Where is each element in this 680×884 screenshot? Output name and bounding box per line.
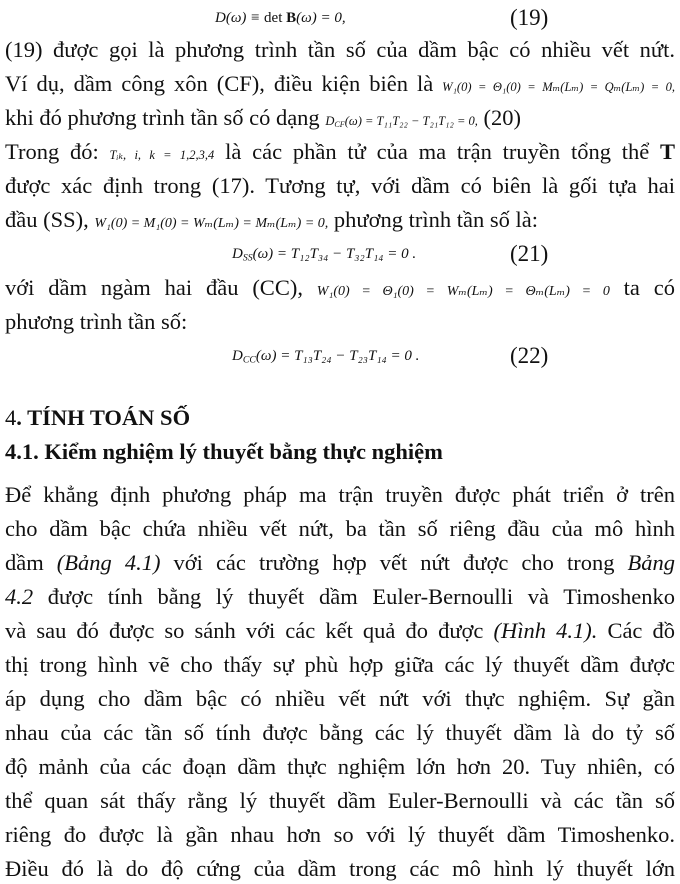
eq-d: D: [232, 348, 243, 364]
eq-rhs: (ω) = 0,: [296, 10, 346, 26]
text-line: được xác định trong (17). Tương tự, với dầm có biên là gối tựa hai: [5, 173, 675, 198]
text: Các đồ: [607, 618, 676, 643]
eq-tik: Tᵢₖ, i, k = 1,2,3,4: [109, 148, 215, 162]
equation-22: [232, 341, 419, 375]
equation-number-20: (20): [483, 105, 521, 130]
text-line: [5, 205, 675, 239]
text-line: Điều đó là do độ cứng của dầm trong các mô hình lý thuyết lớn: [5, 856, 675, 881]
eq-rest: (ω) = T₁₃T₂₄ − T₂₃T₁₄ = 0 .: [255, 348, 420, 364]
text-line: thị trong hình vẽ cho thấy sự phù hợp giữa các lý thuyết dầm được: [5, 652, 675, 677]
text: với các trường hợp vết nứt được cho trong: [173, 550, 615, 575]
table-ref: 4.2: [5, 584, 34, 609]
text: được tính bằng lý thuyết dầm Euler-Bernoulli và Timoshenko: [47, 584, 675, 609]
section-title: . TÍNH TOÁN SỐ: [16, 405, 191, 430]
eq-sub: CF: [334, 120, 345, 130]
text-line: riêng đo được là gần nhau hơn so với lý thuyết dầm Timoshenko.: [5, 822, 675, 847]
text-line: (19) được gọi là phương trình tần số của dầm bậc có nhiều vết nứt.: [5, 37, 675, 62]
text-line: Để khẳng định phương pháp ma trận truyền được phát triển ở trên: [5, 482, 675, 507]
text: và sau đó được so sánh với các kết quả đo được: [5, 618, 484, 643]
matrix-t: T: [660, 139, 676, 164]
table-ref: Bảng: [627, 550, 675, 575]
text: Trong đó:: [5, 139, 99, 164]
eq-d: D: [325, 114, 335, 128]
text-line: [5, 582, 675, 612]
text-line: độ mảnh của các đoạn dầm thực nghiệm lớn hơn 20. Tuy nhiên, có: [5, 754, 675, 779]
text: dầm: [5, 550, 44, 575]
text: là các phần tử của ma trận truyền tổng thể: [225, 139, 650, 164]
boundary-condition-cf: W₁(0) = Θ₁(0) = Mₘ(Lₘ) = Qₘ(Lₘ) = 0,: [442, 80, 676, 94]
equation-21: [232, 239, 416, 273]
text: với dầm ngàm hai đầu (CC),: [5, 275, 303, 300]
table-ref: (Bảng 4.1): [56, 550, 161, 575]
text-line: áp dụng cho dầm bậc có nhiều vết nứt với thực nghiệm. Sự gần: [5, 686, 675, 711]
equation-number-21: (21): [510, 241, 549, 266]
text: đầu (SS),: [5, 207, 89, 232]
eq-sub: CC: [242, 354, 256, 366]
eq-lhs: D(ω) ≡: [215, 10, 265, 26]
text-line: thể quan sát thấy rằng lý thuyết dầm Euler-Bernoulli và các tần số: [5, 788, 675, 813]
text-line: cho dầm bậc chứa nhiều vết nứt, ba tần số riêng đầu của mô hình: [5, 516, 675, 541]
text: khi đó phương trình tần số có dạng: [5, 105, 320, 130]
section-number: 4: [5, 405, 17, 430]
text-line: [5, 548, 675, 578]
equation-number-19: (19): [510, 5, 549, 30]
boundary-condition-cc: W₁(0) = Θ₁(0) = Wₘ(Lₘ) = Θₘ(Lₘ) = 0: [316, 284, 610, 299]
section-heading: [5, 403, 190, 433]
text-line: [5, 273, 675, 307]
figure-ref: (Hình 4.1).: [493, 618, 598, 643]
equation-20: (ω) = T₁₁T₂₂ − T₂₁T₁₂ = 0,: [344, 114, 478, 128]
text: Ví dụ, dầm công xôn (CF), điều kiện biên là: [5, 71, 434, 96]
eq-rest: (ω) = T₁₂T₃₄ − T₃₂T₁₄ = 0 .: [252, 246, 417, 262]
text-line: [5, 137, 675, 170]
eq-sub: SS: [242, 252, 253, 264]
equation-19: [215, 3, 346, 33]
boundary-condition-ss: W₁(0) = M₁(0) = Wₘ(Lₘ) = Mₘ(Lₘ) = 0,: [94, 216, 329, 231]
eq-matrix-b: B: [286, 10, 297, 26]
eq-d: D: [232, 246, 243, 262]
text-line: [5, 69, 675, 102]
subsection-heading: 4.1. Kiểm nghiệm lý thuyết bằng thực nghiệm: [5, 439, 443, 464]
text: ta có: [623, 275, 675, 300]
text-line: [5, 616, 675, 646]
text-line: [5, 103, 675, 140]
eq-det: det: [264, 10, 287, 26]
text-line: nhau của các tần số tính được bằng các lý thuyết dầm là do tỷ số: [5, 720, 675, 745]
equation-number-22: (22): [510, 343, 549, 368]
text: phương trình tần số là:: [333, 207, 538, 232]
text-line: phương trình tần số:: [5, 309, 188, 334]
